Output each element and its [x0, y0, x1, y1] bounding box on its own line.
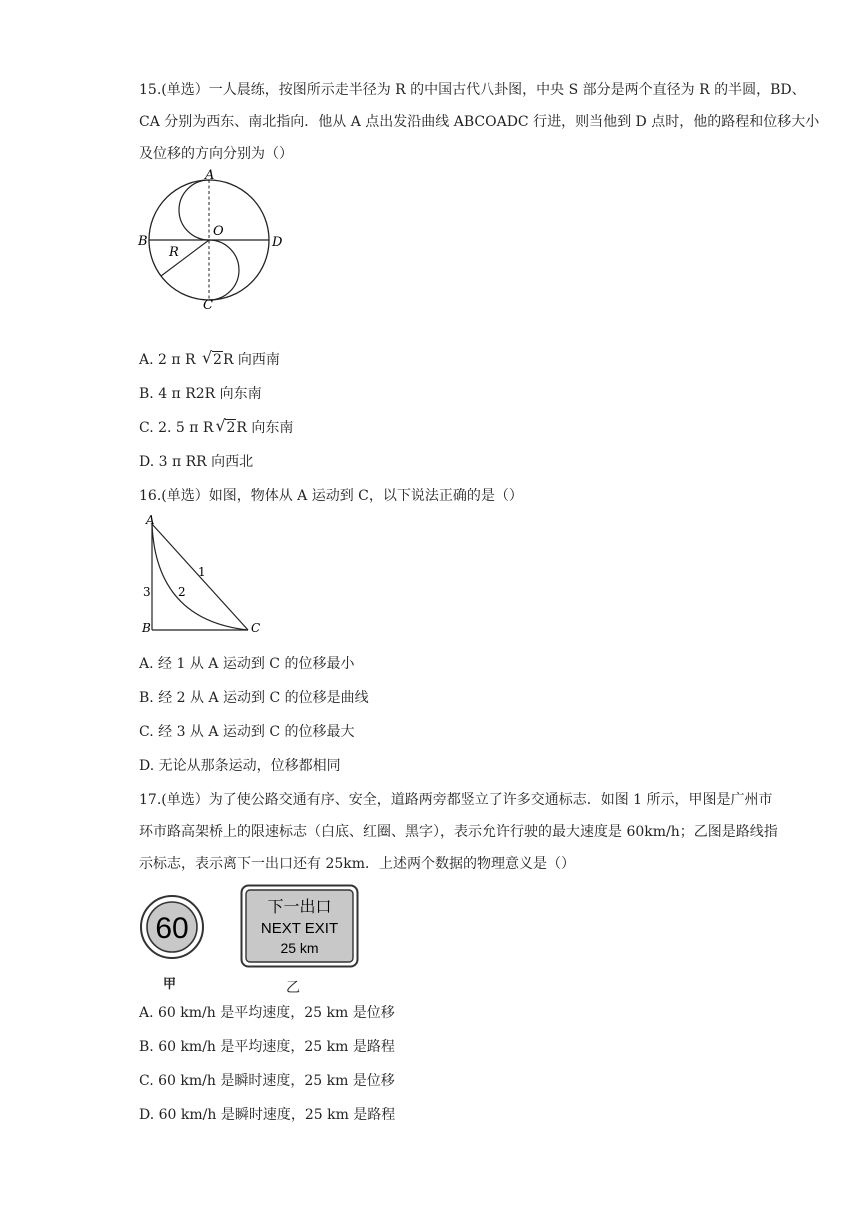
q15-label-B: B: [138, 234, 148, 249]
q17-option-a[interactable]: A. 60 km/h 是平均速度，25 km 是位移: [139, 1005, 395, 1021]
q16-label-1: 1: [198, 565, 206, 579]
q15-label-R: R: [169, 245, 179, 260]
q15-label-O: O: [213, 224, 224, 239]
q15-stem-line2: CA 分别为西东、南北指向．他从 A 点出发沿曲线 ABCOADC 行进，则当他到 D 点时，他的路程和位移大小: [139, 114, 820, 130]
q16-stem: 16.(单选）如图，物体从 A 运动到 C，以下说法正确的是（）: [139, 488, 523, 504]
q16-option-c[interactable]: C. 经 3 从 A 运动到 C 的位移最大: [139, 724, 355, 740]
exit-sign-line1: 下一出口: [267, 897, 332, 916]
speed-limit-value: 60: [155, 912, 189, 945]
q15-option-a[interactable]: A. 2 π R √ 2R 向西南: [139, 348, 280, 368]
q16-paths-figure: [138, 512, 268, 638]
sign-jia-caption: 甲: [163, 976, 177, 991]
exit-sign-line2: NEXT EXIT: [260, 920, 339, 937]
sign-yi-caption: 乙: [286, 980, 300, 996]
q15-label-A: A: [205, 168, 215, 183]
q15-stem-line1: 15.(单选）一人晨练，按图所示走半径为 R 的中国古代八卦图，中央 S 部分是两个直径为 R 的半圆，BD、: [139, 82, 806, 98]
speed-limit-sign: [137, 892, 207, 962]
q15-label-D: D: [272, 235, 283, 250]
q15-option-c[interactable]: C. 2. 5 π R √ 2R 向东南: [139, 416, 294, 436]
q15-bagua-figure: [135, 168, 305, 310]
q17-stem-line3: 示标志，表示离下一出口还有 25km．上述两个数据的物理意义是（）: [139, 856, 576, 872]
q17-stem-line1: 17.(单选）为了使公路交通有序、安全，道路两旁都竖立了许多交通标志．如图 1 所示，甲图是广州市: [139, 792, 773, 808]
q15-label-C: C: [203, 298, 213, 310]
q15-option-b[interactable]: B. 4 π R2R 向东南: [139, 386, 262, 402]
q15-option-d[interactable]: D. 3 π RR 向西北: [139, 454, 254, 470]
q16-option-d[interactable]: D. 无论从那条运动，位移都相同: [139, 758, 341, 774]
q16-option-b[interactable]: B. 经 2 从 A 运动到 C 的位移是曲线: [139, 690, 369, 706]
q15-stem-line3: 及位移的方向分别为（）: [139, 146, 293, 162]
q16-label-A: A: [146, 513, 155, 527]
q17-option-b[interactable]: B. 60 km/h 是平均速度，25 km 是路程: [139, 1039, 395, 1055]
q17-stem-line2: 环市路高架桥上的限速标志（白底、红圈、黑字），表示允许行驶的最大速度是 60km/h；乙图是路线指: [139, 824, 778, 840]
sqrt-symbol: √ 2: [202, 348, 222, 368]
next-exit-sign: [240, 884, 359, 968]
sqrt-symbol: √ 2: [215, 416, 236, 436]
exit-sign-line3: 25 km: [280, 940, 319, 956]
q16-label-2: 2: [178, 585, 186, 599]
q17-option-c[interactable]: C. 60 km/h 是瞬时速度，25 km 是位移: [139, 1073, 395, 1089]
q16-label-3: 3: [143, 585, 151, 599]
q16-option-a[interactable]: A. 经 1 从 A 运动到 C 的位移最小: [139, 656, 355, 672]
q17-option-d[interactable]: D. 60 km/h 是瞬时速度，25 km 是路程: [139, 1107, 396, 1123]
q16-label-B: B: [142, 621, 151, 635]
q16-label-C: C: [251, 621, 261, 635]
